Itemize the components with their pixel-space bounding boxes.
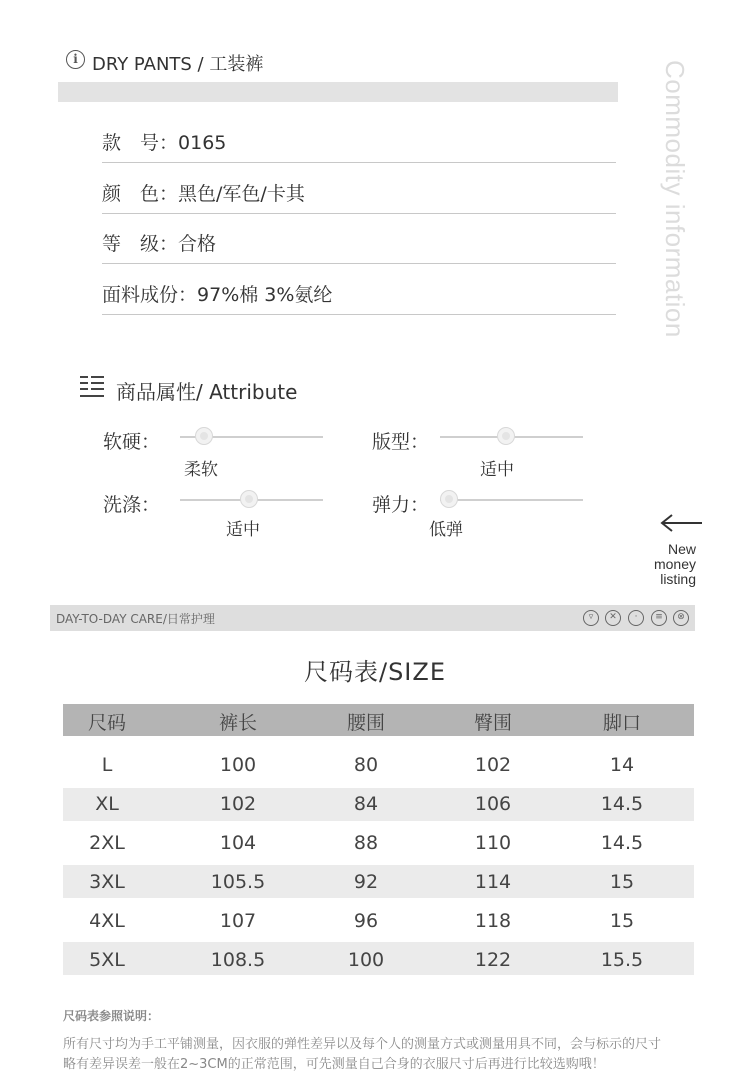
table-cell: 15	[609, 910, 635, 932]
size-table-title: 尺码表/SIZE	[303, 658, 446, 686]
attr-label-softness: 软硬：	[103, 431, 161, 453]
size-note-text: 所有尺寸均为手工平铺测量，因衣服的弹性差异以及每个人的测量方式或测量用具不同，会与标示的尺寸	[63, 1037, 662, 1052]
spec-key: 等 级：	[102, 233, 179, 255]
table-cell: 100	[219, 754, 257, 776]
size-note-text: 略有差异误差一般在2~3CM的正常范围，可先测量自己合身的衣服尺寸后再进行比较选购哦！	[63, 1057, 605, 1072]
dry-clean-icon: ≡	[651, 610, 667, 626]
new-listing-line: listing	[660, 571, 696, 587]
attr-track-elasticity	[440, 499, 583, 501]
spec-value: 合格	[178, 233, 217, 255]
list-icon	[80, 376, 104, 398]
table-cell: 3XL	[89, 871, 125, 893]
table-cell: 106	[474, 793, 512, 815]
attr-value-elasticity: 低弹	[429, 520, 463, 540]
table-cell: 92	[353, 871, 379, 893]
table-cell: XL	[95, 793, 119, 815]
table-cell: 102	[474, 754, 512, 776]
table-cell: 102	[219, 793, 257, 815]
table-cell: 118	[474, 910, 512, 932]
table-cell: 104	[219, 832, 257, 854]
spec-key: 面料成份：	[102, 284, 198, 306]
spec-value: 黑色/军色/卡其	[178, 183, 305, 205]
table-cell: 2XL	[89, 832, 125, 854]
no-bleach-icon: ✕	[605, 610, 621, 626]
table-header-cell: 尺码	[87, 712, 126, 734]
wash-30-icon: ▿	[583, 610, 599, 626]
table-header-cell: 脚口	[602, 712, 641, 734]
table-cell: 88	[353, 832, 379, 854]
table-cell: 96	[353, 910, 379, 932]
attr-knob-washing	[240, 490, 258, 508]
care-label: DAY-TO-DAY CARE/日常护理	[56, 612, 215, 626]
table-cell: 114	[474, 871, 512, 893]
table-header-cell: 裤长	[218, 712, 257, 734]
table-cell: 14	[609, 754, 635, 776]
header-divider-bar	[58, 82, 618, 102]
table-cell: 84	[353, 793, 379, 815]
table-cell: 110	[474, 832, 512, 854]
spec-row-grade	[102, 229, 616, 264]
spec-row-style-number	[102, 128, 616, 163]
section-title-product: DRY PANTS / 工装裤	[92, 54, 264, 75]
attr-label-elasticity: 弹力：	[372, 494, 430, 516]
new-listing-caption	[630, 542, 696, 587]
attr-knob-softness	[195, 427, 213, 445]
vertical-caption: Commodity information	[660, 60, 690, 338]
spec-value: 0165	[178, 132, 227, 154]
spec-key: 颜 色：	[102, 183, 179, 205]
table-cell: L	[101, 754, 113, 776]
table-cell: 100	[347, 949, 385, 971]
table-cell: 105.5	[210, 871, 266, 893]
table-cell: 108.5	[210, 949, 266, 971]
size-note-heading: 尺码表参照说明：	[63, 1009, 160, 1023]
spec-value: 97%棉 3%氨纶	[197, 284, 333, 306]
arrow-left-icon	[660, 513, 704, 533]
table-cell: 15.5	[600, 949, 644, 971]
table-cell: 14.5	[600, 793, 644, 815]
attr-value-fit: 适中	[480, 460, 514, 480]
attr-value-softness: 柔软	[184, 460, 218, 480]
table-cell: 14.5	[600, 832, 644, 854]
info-icon: i	[66, 50, 85, 69]
no-tumble-dry-icon: ⊗	[673, 610, 689, 626]
attr-label-washing: 洗涤：	[103, 494, 161, 516]
table-header-cell: 腰围	[346, 712, 385, 734]
table-cell: 80	[353, 754, 379, 776]
spec-key: 款 号：	[102, 132, 179, 154]
attr-label-fit: 版型：	[372, 431, 430, 453]
table-cell: 5XL	[89, 949, 125, 971]
section-title-attribute: 商品属性/ Attribute	[116, 380, 298, 404]
table-cell: 122	[474, 949, 512, 971]
table-cell: 15	[609, 871, 635, 893]
spec-row-color	[102, 179, 616, 214]
attr-knob-fit	[497, 427, 515, 445]
table-header-cell: 臀围	[473, 712, 512, 734]
new-listing-line: money	[653, 556, 696, 572]
spec-row-fabric	[102, 280, 616, 315]
attr-knob-elasticity	[440, 490, 458, 508]
new-listing-line: New	[667, 541, 696, 557]
attr-value-washing: 适中	[226, 520, 260, 540]
table-cell: 4XL	[89, 910, 125, 932]
iron-low-icon: ·	[628, 610, 644, 626]
table-cell: 107	[219, 910, 257, 932]
